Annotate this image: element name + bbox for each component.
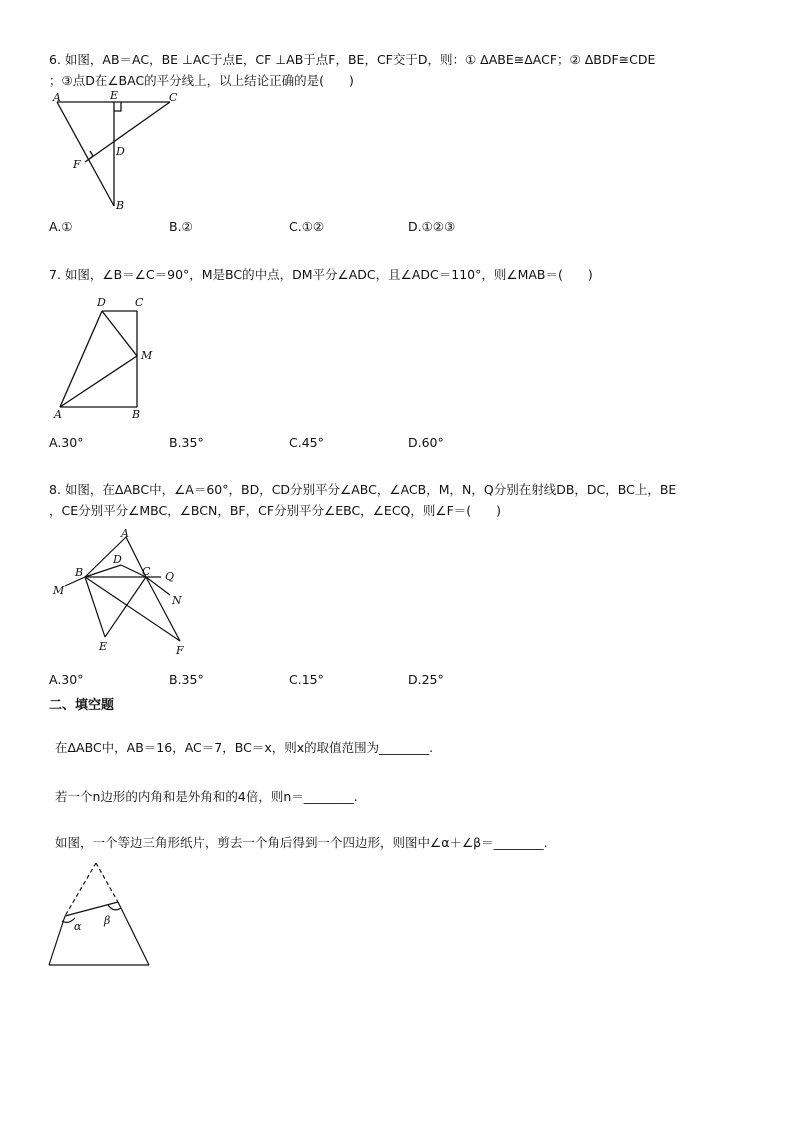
q6-choice-c[interactable]: C.①② [289, 219, 325, 234]
q7-label-a: A [54, 408, 62, 421]
fill3-label-alpha: α [74, 920, 82, 933]
q7-label-c: C [135, 296, 144, 309]
q7-label-d: D [97, 296, 106, 309]
q6-text-line1: 6. 如图，AB＝AC，BE ⊥AC于点E，CF ⊥AB于点F，BE，CF交于D，则：① ΔABE≅ΔACF；② ΔBDF≅CDE [49, 52, 656, 67]
fill3-figure [44, 858, 159, 970]
q8-choice-a[interactable]: A.30° [49, 672, 84, 687]
q6-label-d: D [116, 145, 125, 158]
q8-choice-b[interactable]: B.35° [169, 672, 204, 687]
q8-label-c: C [142, 565, 151, 578]
q7-choice-c[interactable]: C.45° [289, 435, 324, 450]
q8-text-line2: ，CE分别平分∠MBC，∠BCN，BF，CF分别平分∠EBC，∠ECQ，则∠F＝( ) [49, 503, 502, 518]
q6-choices [49, 219, 749, 236]
q8-label-m: M [53, 584, 65, 597]
q6-label-a: A [53, 91, 61, 104]
fill2-text: 若一个n边形的内角和是外角和的4倍，则n＝________. [55, 789, 358, 804]
q7-choice-b[interactable]: B.35° [169, 435, 204, 450]
q8-choice-c[interactable]: C.15° [289, 672, 324, 687]
q6-text-line2: ；③点D在∠BAC的平分线上，以上结论正确的是( ) [49, 73, 354, 88]
q8-label-f: F [176, 644, 184, 657]
q8-figure [48, 522, 198, 662]
q7-label-b: B [132, 408, 141, 421]
q7-label-m: M [141, 349, 153, 362]
q6-choice-b[interactable]: B.② [169, 219, 193, 234]
fill3-label-beta: β [104, 914, 111, 927]
q8-choice-d[interactable]: D.25° [408, 672, 444, 687]
q8-label-q: Q [165, 570, 175, 583]
q6-label-b: B [116, 199, 125, 212]
fill3-text: 如图，一个等边三角形纸片，剪去一个角后得到一个四边形，则图中∠α＋∠β＝________. [55, 835, 548, 850]
section-heading-fill-in: 二、填空题 [49, 698, 115, 713]
q7-choice-d[interactable]: D.60° [408, 435, 444, 450]
q7-text: 7. 如图，∠B＝∠C＝90°，M是BC的中点，DM平分∠ADC，且∠ADC＝110°，则∠MAB＝( ) [49, 267, 593, 282]
q6-choice-d[interactable]: D.①②③ [408, 219, 456, 234]
q7-figure [50, 292, 160, 422]
q6-label-f: F [73, 158, 81, 171]
q6-figure [40, 89, 190, 217]
q8-label-d: D [113, 553, 122, 566]
q8-choices [49, 672, 749, 689]
q7-choices [49, 435, 749, 452]
q6-label-e: E [110, 89, 119, 102]
q7-choice-a[interactable]: A.30° [49, 435, 84, 450]
fill1-text: 在ΔABC中，AB＝16，AC＝7，BC＝x，则x的取值范围为________. [55, 740, 434, 755]
q8-text-line1: 8. 如图，在ΔABC中，∠A＝60°，BD，CD分别平分∠ABC，∠ACB，M，N，Q分别在射线DB，DC，BC上，BE [49, 482, 677, 497]
q6-choice-a[interactable]: A.① [49, 219, 73, 234]
q8-label-b: B [75, 566, 84, 579]
q8-label-a: A [121, 527, 129, 540]
q8-label-e: E [99, 640, 108, 653]
q8-label-n: N [172, 594, 182, 607]
q6-label-c: C [169, 91, 178, 104]
